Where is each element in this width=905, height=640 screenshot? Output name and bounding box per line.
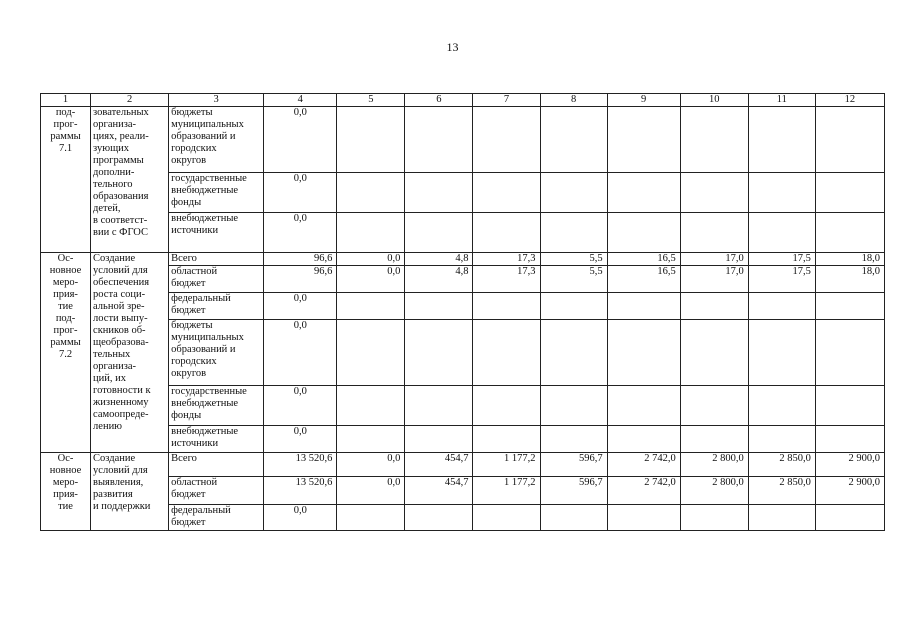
value-cell: 17,0 — [680, 266, 748, 293]
value-cell: 17,3 — [473, 266, 540, 293]
value-cell: 0,0 — [264, 107, 337, 173]
event-description: Создание условий для выявления, развития и поддержки — [91, 453, 169, 531]
event-label: Ос- новное меро- прия- тие — [41, 453, 91, 531]
event-description: Создание условий для обеспечения роста соци- альной зре- лости выпу- скников об- щеобразова- тельных организа- ций, их готовности к жизненному самоопреде- лению — [91, 253, 169, 453]
table-row — [41, 107, 885, 173]
value-cell: 17,0 — [680, 253, 748, 266]
column-number: 5 — [337, 94, 405, 107]
value-cell: 0,0 — [337, 477, 405, 505]
funding-source: государственные внебюджетные фонды — [169, 173, 264, 213]
value-cell: 2 850,0 — [748, 477, 815, 505]
value-cell: 454,7 — [405, 453, 473, 477]
column-number: 10 — [680, 94, 748, 107]
value-cell: 454,7 — [405, 477, 473, 505]
value-cell: 2 900,0 — [815, 453, 884, 477]
funding-source: Всего — [169, 253, 264, 266]
value-cell: 96,6 — [264, 266, 337, 293]
value-cell: 16,5 — [607, 253, 680, 266]
funding-source: Всего — [169, 453, 264, 477]
value-cell: 5,5 — [540, 253, 607, 266]
column-number: 7 — [473, 94, 540, 107]
column-number: 2 — [91, 94, 169, 107]
value-cell: 0,0 — [264, 386, 337, 426]
column-number: 4 — [264, 94, 337, 107]
column-number: 6 — [405, 94, 473, 107]
value-cell: 1 177,2 — [473, 477, 540, 505]
page-number: 13 — [446, 40, 459, 54]
funding-source: федеральный бюджет — [169, 505, 264, 531]
value-cell: 0,0 — [264, 173, 337, 213]
budget-table — [40, 93, 885, 531]
event-label: Ос- новное меро- прия- тие под- прог- раммы 7.2 — [41, 253, 91, 453]
value-cell: 13 520,6 — [264, 477, 337, 505]
funding-source: бюджеты муниципальных образований и городских округов — [169, 320, 264, 386]
column-number: 11 — [748, 94, 815, 107]
value-cell: 0,0 — [264, 505, 337, 531]
value-cell: 0,0 — [264, 426, 337, 453]
funding-source: бюджеты муниципальных образований и городских округов — [169, 107, 264, 173]
funding-source: областной бюджет — [169, 477, 264, 505]
column-number: 12 — [815, 94, 884, 107]
value-cell: 2 742,0 — [607, 477, 680, 505]
value-cell: 2 800,0 — [680, 453, 748, 477]
value-cell: 16,5 — [607, 266, 680, 293]
funding-source: государственные внебюджетные фонды — [169, 386, 264, 426]
column-number-row — [41, 94, 885, 107]
value-cell: 18,0 — [815, 253, 884, 266]
value-cell: 13 520,6 — [264, 453, 337, 477]
value-cell: 17,3 — [473, 253, 540, 266]
table-row — [41, 453, 885, 477]
value-cell: 17,5 — [748, 266, 815, 293]
value-cell: 2 900,0 — [815, 477, 884, 505]
value-cell: 0,0 — [337, 266, 405, 293]
value-cell: 2 800,0 — [680, 477, 748, 505]
value-cell: 2 742,0 — [607, 453, 680, 477]
value-cell: 5,5 — [540, 266, 607, 293]
column-number: 3 — [169, 94, 264, 107]
funding-source: областной бюджет — [169, 266, 264, 293]
column-number: 8 — [540, 94, 607, 107]
value-cell: 96,6 — [264, 253, 337, 266]
value-cell: 4,8 — [405, 266, 473, 293]
value-cell: 0,0 — [337, 253, 405, 266]
value-cell: 596,7 — [540, 477, 607, 505]
value-cell: 17,5 — [748, 253, 815, 266]
funding-source: внебюджетные источники — [169, 426, 264, 453]
value-cell: 0,0 — [264, 320, 337, 386]
value-cell: 596,7 — [540, 453, 607, 477]
value-cell: 18,0 — [815, 266, 884, 293]
funding-source: внебюджетные источники — [169, 213, 264, 253]
value-cell: 1 177,2 — [473, 453, 540, 477]
value-cell: 0,0 — [264, 213, 337, 253]
table-row — [41, 253, 885, 266]
event-description: зовательных организа- циях, реали- зующих программы дополни- тельного образования детей, в соответст- вии с ФГОС — [91, 107, 169, 253]
column-number: 1 — [41, 94, 91, 107]
value-cell: 2 850,0 — [748, 453, 815, 477]
event-label: под- прог- раммы 7.1 — [41, 107, 91, 253]
value-cell: 0,0 — [337, 453, 405, 477]
value-cell: 4,8 — [405, 253, 473, 266]
column-number: 9 — [607, 94, 680, 107]
value-cell: 0,0 — [264, 293, 337, 320]
funding-source: федеральный бюджет — [169, 293, 264, 320]
